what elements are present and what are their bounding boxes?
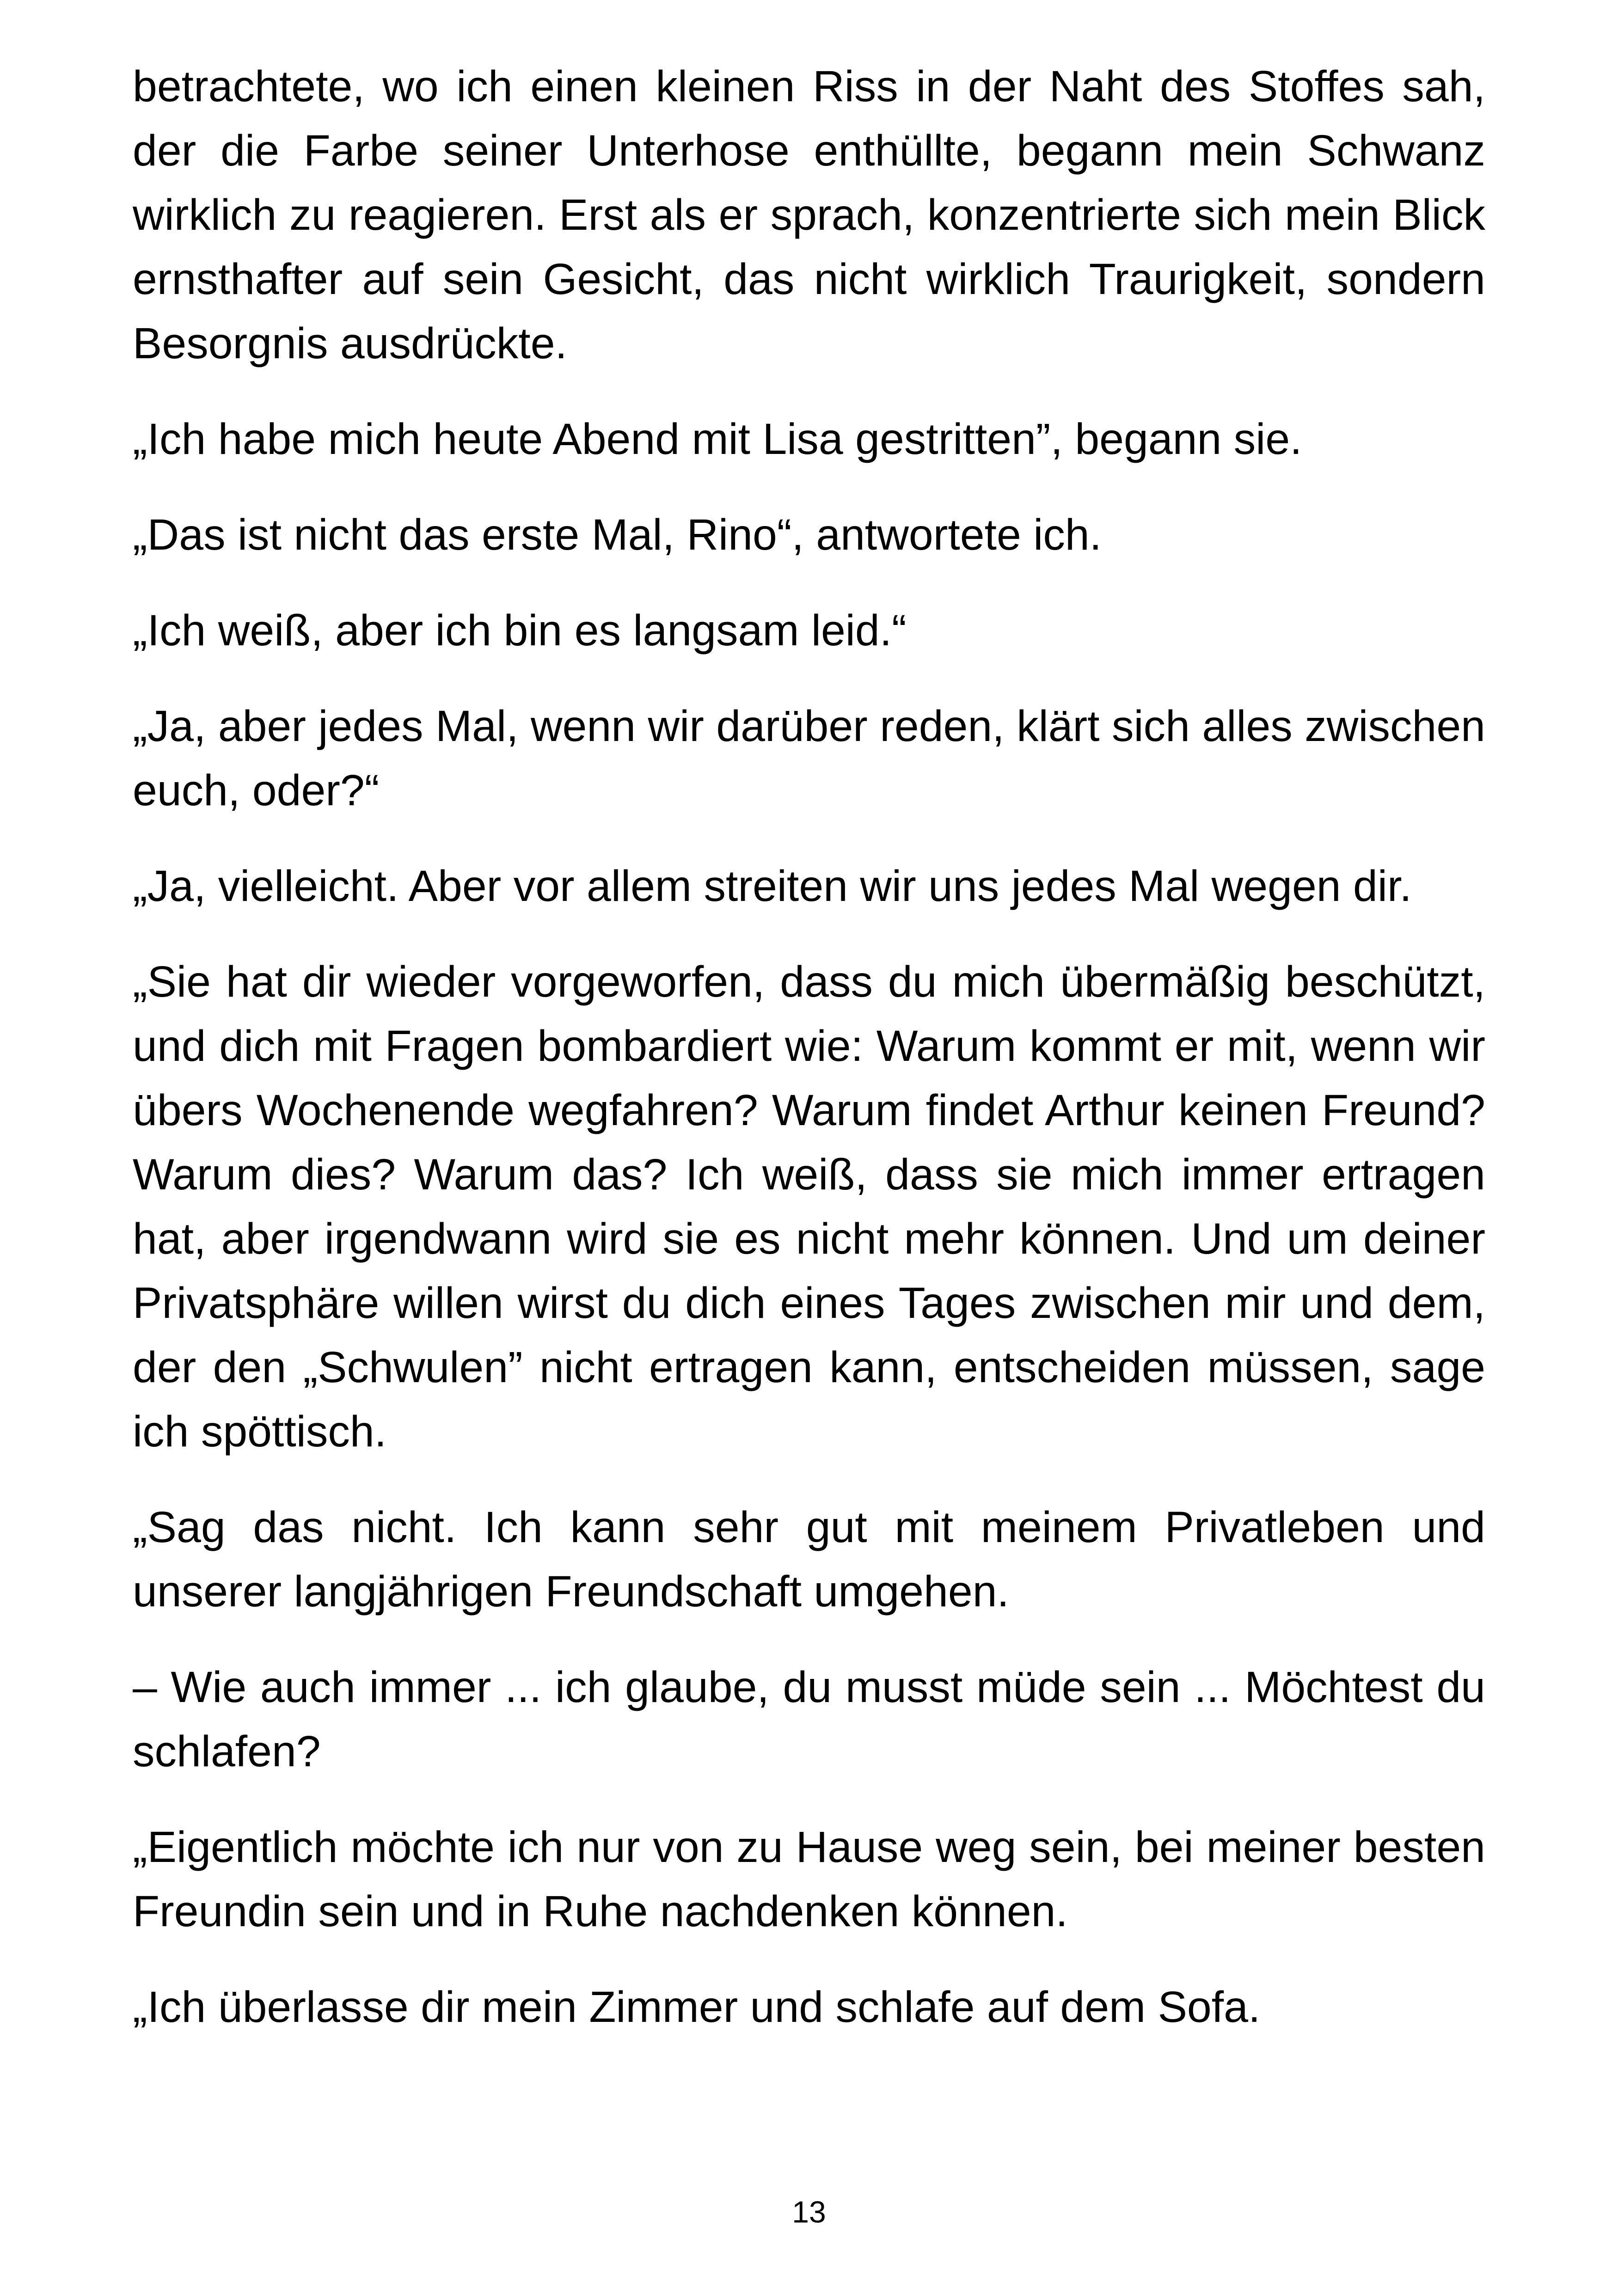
paragraph-11: „Ich überlasse dir mein Zimmer und schlafe auf dem Sofa. xyxy=(133,1983,1261,2032)
paragraph-1: betrachtete, wo ich einen kleinen Riss in der Naht des Stoffes sah, der die Farbe seiner Unterhose enthüllte, begann mein Schwanz wirklich zu reagieren. Erst als er sprach, konzentrierte sich mein Blick ernsthafter auf sein Gesicht, das nicht wirklich Traurigkeit, sondern Besorgnis ausdrückte. xyxy=(133,62,1485,368)
body-text xyxy=(133,55,1485,2071)
paragraph-10: „Eigentlich möchte ich nur von zu Hause weg sein, bei meiner besten Freundin sein und in Ruhe nachdenken können. xyxy=(133,1823,1485,1936)
paragraph-5: „Ja, aber jedes Mal, wenn wir darüber reden, klärt sich alles zwischen euch, oder?“ xyxy=(133,702,1485,815)
paragraph-6: „Ja, vielleicht. Aber vor allem streiten wir uns jedes Mal wegen dir. xyxy=(133,862,1412,911)
paragraph-3: „Das ist nicht das erste Mal, Rino“, antwortete ich. xyxy=(133,510,1102,559)
paragraph-9: – Wie auch immer ... ich glaube, du musst müde sein ... Möchtest du schlafen? xyxy=(133,1663,1485,1776)
page-number: 13 xyxy=(792,2195,826,2229)
paragraph-8: „Sag das nicht. Ich kann sehr gut mit meinem Privatleben und unserer langjährigen Freundschaft umgehen. xyxy=(133,1503,1485,1616)
paragraph-4: „Ich weiß, aber ich bin es langsam leid.“ xyxy=(133,606,907,655)
paragraph-2: „Ich habe mich heute Abend mit Lisa gestritten”, begann sie. xyxy=(133,415,1302,464)
paragraph-7: „Sie hat dir wieder vorgeworfen, dass du mich übermäßig beschützt, und dich mit Fragen bombardiert wie: Warum kommt er mit, wenn wir übers Wochenende wegfahren? Warum findet Arthur keinen Freund? Warum dies? Warum das? Ich weiß, dass sie mich immer ertragen hat, aber irgendwann wird sie es nicht mehr können. Und um deiner Privatsphäre willen wirst du dich eines Tages zwischen mir und dem, der den „Schwulen” nicht ertragen kann, entscheiden müssen, sage ich spöttisch. xyxy=(133,957,1485,1456)
